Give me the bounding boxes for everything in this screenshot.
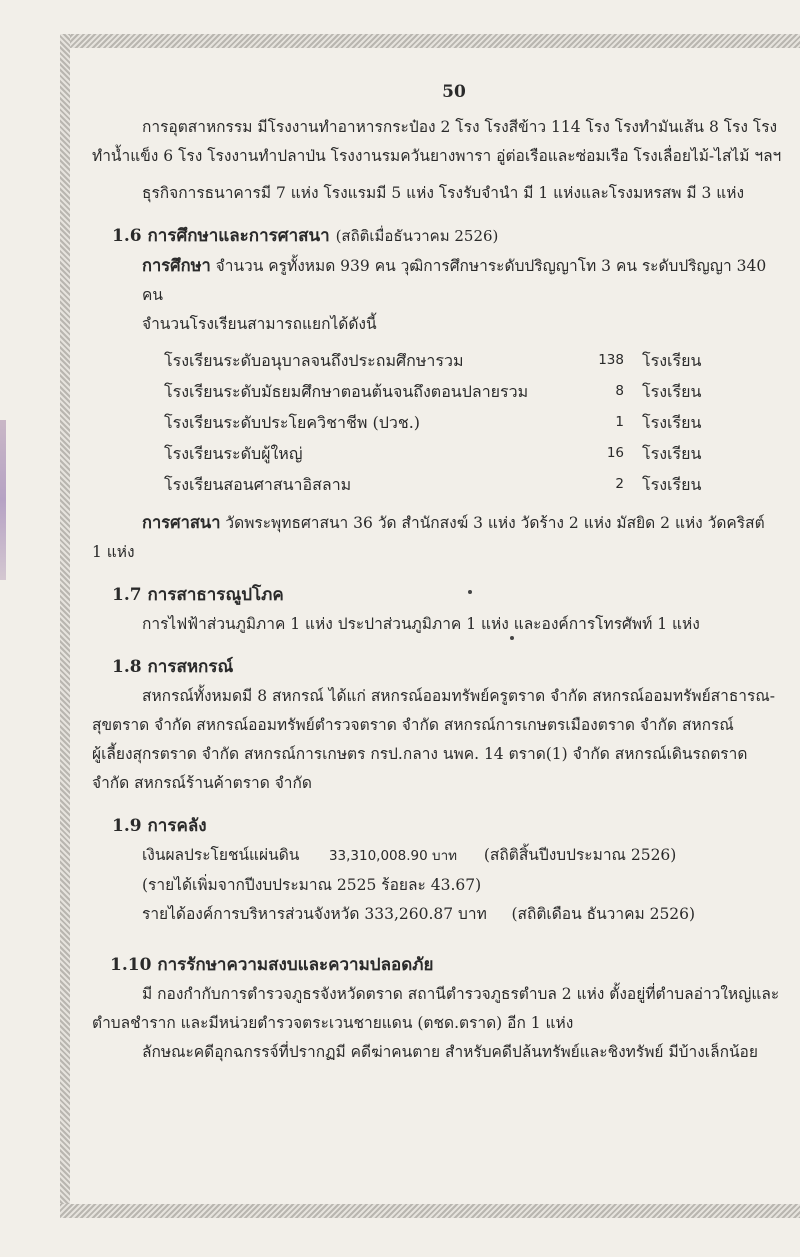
- security-line-3: ลักษณะคดีอุกฉกรรจ์ที่ปรากฏมี คดีฆ่าคนตาย สำหรับคดีปล้นทรัพย์และชิงทรัพย์ มีบ้างเล็กน้อย: [142, 1043, 758, 1061]
- school-unit: โรงเรียน: [642, 475, 702, 494]
- industry-line-2: ทำน้ำแข็ง 6 โรง โรงงานทำปลาป่น โรงงานรมควันยางพารา อู่ต่อเรือและซ่อมเรือ โรงเลื่อยไม้-ไสไม้ ฯลฯ: [92, 147, 782, 165]
- revenue-note: (สถิติสิ้นปีงบประมาณ 2526): [483, 846, 677, 864]
- school-name: โรงเรียนระดับมัธยมศึกษาตอนต้นจนถึงตอนปลายรวม: [164, 382, 529, 401]
- religion-text-2: 1 แห่ง: [92, 543, 135, 561]
- school-count: 2: [615, 476, 624, 492]
- section-1-9-title: 1.9 การคลัง: [112, 816, 207, 836]
- cooperative-line-3: ผู้เลี้ยงสุกรตราด จำกัด สหกรณ์การเกษตร กรป.กลาง นพค. 14 ตราด(1) จำกัด สหกรณ์เดินรถตราด: [92, 745, 748, 763]
- school-count: 8: [615, 383, 624, 399]
- cooperative-line-2: สุขตราด จำกัด สหกรณ์ออมทรัพย์ตำรวจตราด จำกัด สหกรณ์การเกษตรเมืองตราด จำกัด สหกรณ์: [92, 716, 734, 734]
- school-count: 1: [615, 414, 624, 430]
- utilities-text: การไฟฟ้าส่วนภูมิภาค 1 แห่ง ประปาส่วนภูมิภาค 1 แห่ง และองค์การโทรศัพท์ 1 แห่ง: [142, 615, 700, 633]
- education-label: การศึกษา: [142, 256, 211, 275]
- table-row: [164, 469, 712, 500]
- table-row: [164, 407, 712, 438]
- school-unit: โรงเรียน: [642, 351, 702, 370]
- pao-line: [142, 900, 792, 929]
- section-1-6-title: 1.6 การศึกษาและการศาสนา: [112, 226, 330, 246]
- revenue-line: [142, 841, 792, 871]
- education-text-2: จำนวนโรงเรียนสามารถแยกได้ดังนี้: [142, 315, 377, 333]
- school-unit: โรงเรียน: [642, 444, 702, 463]
- religion-label: การศาสนา: [142, 513, 221, 532]
- increase-note: (รายได้เพิ่มจากปีงบประมาณ 2525 ร้อยละ 43.67): [142, 876, 482, 894]
- religion-text: วัดพระพุทธศาสนา 36 วัด สำนักสงฆ์ 3 แห่ง วัดร้าง 2 แห่ง มัสยิด 2 แห่ง วัดคริสต์: [225, 514, 765, 532]
- business-line: ธุรกิจการธนาคารมี 7 แห่ง โรงแรมมี 5 แห่ง โรงรับจำนำ มี 1 แห่งและโรงมหรสพ มี 3 แห่ง: [142, 184, 745, 202]
- security-line-2: ตำบลชำราก และมีหน่วยตำรวจตระเวนชายแดน (ตชด.ตราด) อีก 1 แห่ง: [92, 1014, 574, 1032]
- school-count: 138: [598, 352, 624, 368]
- pao-text: รายได้องค์การบริหารส่วนจังหวัด 333,260.87 บาท: [142, 905, 487, 923]
- table-row: [164, 438, 712, 469]
- school-name: โรงเรียนสอนศาสนาอิสลาม: [164, 475, 352, 494]
- education-paragraph: [92, 251, 792, 310]
- document-body: [92, 78, 792, 1067]
- cooperative-line-1: สหกรณ์ทั้งหมดมี 8 สหกรณ์ ได้แก่ สหกรณ์ออมทรัพย์ครูตราด จำกัด สหกรณ์ออมทรัพย์สาธารณ-: [142, 687, 775, 705]
- section-1-8-title: 1.8 การสหกรณ์: [112, 657, 234, 677]
- school-unit: โรงเรียน: [642, 382, 702, 401]
- school-table: [164, 345, 712, 500]
- binding-edge: [0, 420, 6, 580]
- cooperative-line-4: จำกัด สหกรณ์ร้านค้าตราด จำกัด: [92, 774, 312, 792]
- page-number: 50: [442, 82, 466, 102]
- section-1-6-heading: [112, 222, 792, 251]
- revenue-label: เงินผลประโยชน์แผ่นดิน: [142, 846, 300, 864]
- school-name: โรงเรียนระดับประโยควิชาชีพ (ปวช.): [164, 413, 421, 432]
- school-unit: โรงเรียน: [642, 413, 702, 432]
- pao-note: (สถิติเดือน ธันวาคม 2526): [511, 905, 696, 923]
- industry-line-1: การอุตสาหกรรม มีโรงงานทำอาหารกระป๋อง 2 โรง โรงสีข้าว 114 โรง โรงทำมันเส้น 8 โรง โรง: [142, 118, 778, 136]
- section-1-6-note: (สถิติเมื่อธันวาคม 2526): [335, 227, 499, 245]
- section-1-10-title: 1.10 การรักษาความสงบและความปลอดภัย: [110, 955, 434, 975]
- religion-paragraph: [92, 508, 792, 538]
- revenue-amount: 33,310,008.90 บาท: [328, 848, 458, 864]
- page-frame-top: [60, 34, 800, 48]
- security-line-1: มี กองกำกับการตำรวจภูธรจังหวัดตราด สถานีตำรวจภูธรตำบล 2 แห่ง ตั้งอยู่ที่ตำบลอ่าวใหญ่และ: [142, 985, 780, 1003]
- school-count: 16: [606, 445, 624, 461]
- education-text: จำนวน ครูทั้งหมด 939 คน วุฒิการศึกษาระดับปริญญาโท 3 คน ระดับปริญญา 340 คน: [142, 257, 767, 304]
- table-row: [164, 376, 712, 407]
- table-row: [164, 345, 712, 376]
- page-frame-bottom: [60, 1204, 800, 1218]
- school-name: โรงเรียนระดับอนุบาลจนถึงประถมศึกษารวม: [164, 351, 464, 370]
- page-frame-left: [60, 34, 70, 1214]
- school-name: โรงเรียนระดับผู้ใหญ่: [164, 444, 303, 463]
- section-1-7-title: 1.7 การสาธารณูปโภค: [112, 585, 284, 605]
